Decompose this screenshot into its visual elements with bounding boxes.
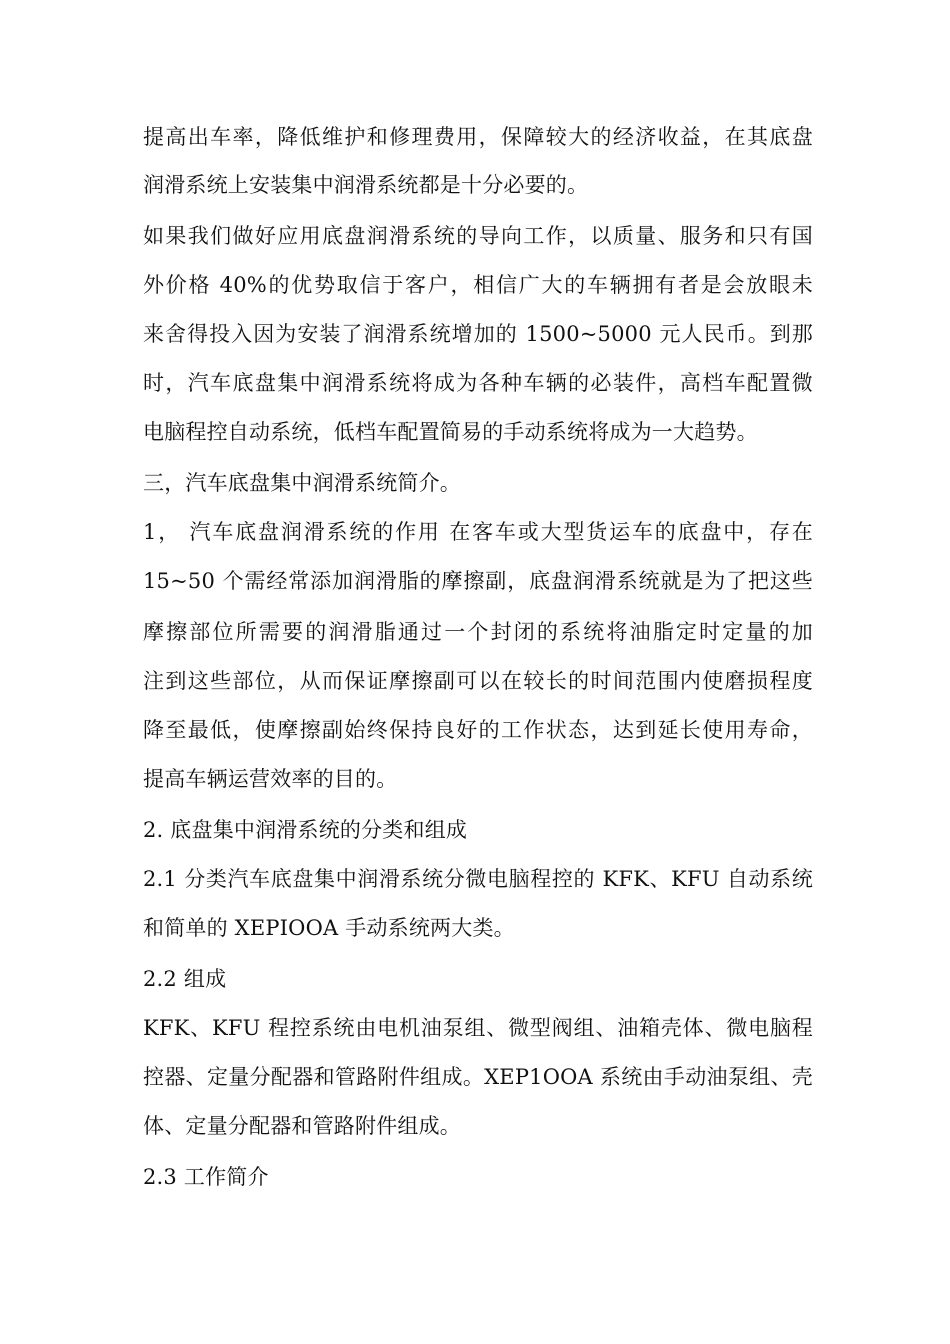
text-line: 电脑程控自动系统，低档车配置简易的手动系统将成为一大趋势。 [143,420,758,444]
text-line: 2.1 分类汽车底盘集中润滑系统分微电脑程控的 KFK、KFU 自动系统 [143,867,813,891]
text-line: 15~50 个需经常添加润滑脂的摩擦副，底盘润滑系统就是为了把这些 [143,569,813,593]
section-heading: 2.2 组成 [143,967,227,991]
text-line: 体、定量分配器和管路附件组成。 [143,1114,461,1138]
text-line: 控器、定量分配器和管路附件组成。XEP1OOA 系统由手动油泵组、壳 [143,1065,813,1089]
text-line: 润滑系统上安装集中润滑系统都是十分必要的。 [143,173,589,197]
text-line: 和简单的 XEPIOOA 手动系统两大类。 [143,916,515,940]
text-line: 摩擦部位所需要的润滑脂通过一个封闭的系统将油脂定时定量的加 [143,620,813,644]
text-line: 时，汽车底盘集中润滑系统将成为各种车辆的必装件，高档车配置微 [143,371,813,395]
text-line: 提高车辆运营效率的目的。 [143,767,398,791]
text-line: 注到这些部位，从而保证摩擦副可以在较长的时间范围内使磨损程度 [143,669,813,693]
section-heading: 2. 底盘集中润滑系统的分类和组成 [143,818,468,842]
text-line: 提高出车率，降低维护和修理费用，保障较大的经济收益，在其底盘 [143,125,813,149]
text-line: 来舍得投入因为安装了润滑系统增加的 1500~5000 元人民币。到那 [143,322,813,346]
text-line: 1， 汽车底盘润滑系统的作用 在客车或大型货运车的底盘中，存在 [143,520,813,544]
section-heading: 三，汽车底盘集中润滑系统简介。 [143,471,461,495]
text-line: 外价格 40%的优势取信于客户，相信广大的车辆拥有者是会放眼未 [143,273,813,297]
section-heading: 2.3 工作简介 [143,1165,269,1189]
text-line: KFK、KFU 程控系统由电机油泵组、微型阀组、油箱壳体、微电脑程 [143,1016,813,1040]
text-line: 如果我们做好应用底盘润滑系统的导向工作，以质量、服务和只有国 [143,224,813,248]
text-line: 降至最低，使摩擦副始终保持良好的工作状态，达到延长使用寿命， [143,718,813,742]
